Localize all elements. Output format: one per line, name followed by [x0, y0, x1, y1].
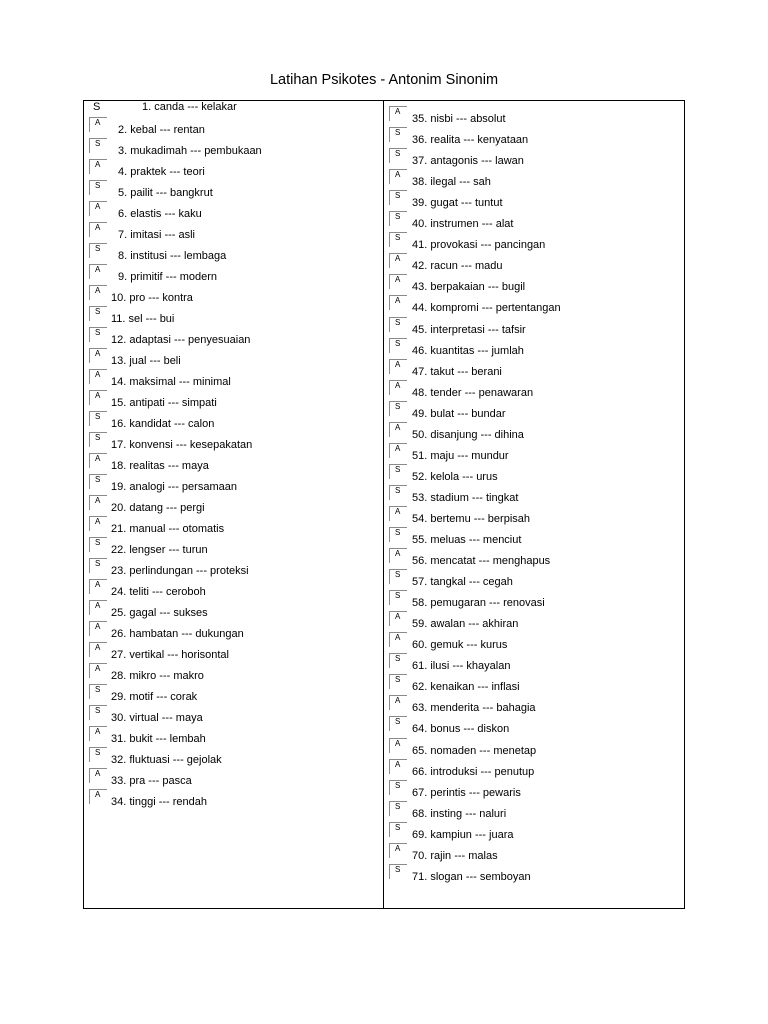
list-item	[389, 399, 679, 420]
list-item	[89, 640, 379, 661]
answer-box[interactable]: A	[389, 295, 407, 310]
answer-box[interactable]: A	[89, 348, 107, 363]
item-text: 64. bonus --- diskon	[412, 723, 510, 736]
list-item	[89, 472, 379, 493]
list-item	[89, 178, 379, 199]
item-text: 53. stadium --- tingkat	[412, 491, 519, 504]
answer-box[interactable]: A	[389, 548, 407, 563]
list-item	[389, 167, 679, 188]
item-text: 3. mukadimah --- pembukaan	[118, 145, 262, 157]
item-text: 69. kampiun --- juara	[412, 828, 514, 841]
list-item	[89, 619, 379, 640]
list-item	[89, 451, 379, 472]
list-item	[389, 841, 679, 862]
list-item	[89, 409, 379, 430]
answer-box[interactable]: A	[389, 611, 407, 626]
item-text: 12. adaptasi --- penyesuaian	[111, 334, 251, 346]
list-item	[389, 757, 679, 778]
answer-box[interactable]: S	[389, 401, 407, 416]
item-text: 31. bukit --- lembah	[111, 733, 206, 745]
answer-box[interactable]: A	[389, 380, 407, 395]
item-text: 5. pailit --- bangkrut	[118, 187, 213, 199]
item-text: 9. primitif --- modern	[118, 271, 218, 283]
item-text: 55. meluas --- menciut	[412, 534, 522, 546]
item-text: 39. gugat --- tuntut	[412, 197, 503, 210]
item-text: 46. kuantitas --- jumlah	[412, 344, 524, 357]
list-item	[389, 357, 679, 378]
answer-box[interactable]: S	[89, 411, 107, 426]
item-text: 7. imitasi --- asli	[118, 229, 196, 241]
list-item	[89, 661, 379, 682]
answer-box[interactable]: S	[89, 138, 107, 153]
answer-box[interactable]: A	[89, 369, 107, 384]
title-prefix: Latihan Psikotes -	[269, 72, 389, 88]
item-text: 15. antipati --- simpati	[111, 397, 217, 409]
item-text: 66. introduksi --- penutup	[412, 765, 535, 778]
list-item	[389, 799, 679, 820]
list-item	[389, 714, 679, 735]
item-text: 41. provokasi --- pancingan	[412, 239, 546, 252]
list-item	[89, 703, 379, 724]
item-text: 24. teliti --- ceroboh	[111, 586, 206, 598]
item-text: 48. tender --- penawaran	[412, 386, 534, 399]
list-item	[389, 736, 679, 757]
list-item	[389, 315, 679, 336]
item-text: 17. konvensi --- kesepakatan	[111, 439, 253, 451]
list-item	[389, 630, 679, 651]
list-item	[389, 693, 679, 714]
list-item	[89, 367, 379, 388]
item-text: 37. antagonis --- lawan	[412, 155, 524, 168]
item-text: 19. analogi --- persamaan	[111, 481, 237, 493]
list-item	[89, 283, 379, 304]
answer-box[interactable]: A	[389, 169, 407, 184]
list-item	[389, 588, 679, 609]
item-text: 16. kandidat --- calon	[111, 418, 215, 430]
list-item	[89, 220, 379, 241]
answer-box[interactable]: A	[89, 201, 107, 216]
item-text: 44. kompromi --- pertentangan	[412, 302, 561, 315]
answer-box[interactable]: A	[89, 390, 107, 405]
list-item	[89, 199, 379, 220]
answer-box[interactable]: A	[89, 159, 107, 174]
item-text: 43. berpakaian --- bugil	[412, 281, 526, 294]
answer-box[interactable]: A	[89, 495, 107, 510]
answer-box[interactable]: A	[89, 579, 107, 594]
answer-box[interactable]: S	[89, 432, 107, 447]
answer-box[interactable]: S	[389, 232, 407, 247]
answer-box[interactable]: S	[389, 864, 407, 879]
list-item	[389, 378, 679, 399]
item-text: 18. realitas --- maya	[111, 460, 209, 472]
list-item	[89, 766, 379, 787]
list-item	[89, 577, 379, 598]
answer-box[interactable]: A	[389, 506, 407, 521]
item-text: 49. bulat --- bundar	[412, 407, 506, 420]
answer-box[interactable]: A	[389, 422, 407, 437]
list-item	[89, 388, 379, 409]
item-text: 27. vertikal --- horisontal	[111, 649, 229, 661]
answer-box[interactable]: A	[89, 663, 107, 678]
item-text: 13. jual --- beli	[111, 355, 181, 367]
item-text: 11. sel --- bui	[111, 313, 175, 325]
answer-box[interactable]: S	[89, 180, 107, 195]
answer-box[interactable]: S	[389, 590, 407, 605]
answer-box[interactable]: A	[389, 843, 407, 858]
answer-box[interactable]: S	[389, 317, 407, 332]
answer-box[interactable]: A	[389, 274, 407, 289]
list-item	[89, 598, 379, 619]
item-text: 51. maju --- mundur	[412, 449, 509, 462]
item-text: 59. awalan --- akhiran	[412, 618, 519, 631]
column-divider	[383, 100, 384, 909]
list-item	[89, 787, 379, 808]
answer-box[interactable]: S	[389, 338, 407, 353]
list-item	[389, 820, 679, 841]
item-text: 32. fluktuasi --- gejolak	[111, 754, 222, 766]
list-item	[389, 778, 679, 799]
answer-box[interactable]: A	[89, 516, 107, 531]
item-text: 54. bertemu --- berpisah	[412, 512, 530, 525]
answer-box[interactable]: A	[389, 106, 407, 121]
item-text: 42. racun --- madu	[412, 260, 503, 273]
item-text: 8. institusi --- lembaga	[118, 250, 227, 262]
item-text: 6. elastis --- kaku	[118, 208, 202, 220]
item-text: 1. canda --- kelakar	[142, 101, 237, 113]
answer-box[interactable]: S	[389, 822, 407, 837]
list-item	[89, 346, 379, 367]
answer-box[interactable]: A	[89, 600, 107, 615]
list-item	[389, 272, 679, 293]
list-item	[89, 724, 379, 745]
answer-box[interactable]: S	[89, 327, 107, 342]
list-item	[89, 556, 379, 577]
list-item	[389, 104, 679, 125]
list-item	[389, 862, 679, 883]
answer-box[interactable]: A	[389, 253, 407, 268]
item-text: 22. lengser --- turun	[111, 544, 208, 556]
answer-box[interactable]: A	[89, 264, 107, 279]
answer-box[interactable]: S	[89, 243, 107, 258]
list-item	[389, 188, 679, 209]
list-item	[389, 336, 679, 357]
page-title	[0, 72, 768, 88]
answer-box[interactable]: S	[389, 674, 407, 689]
answer-box[interactable]: S	[389, 211, 407, 226]
answer-box[interactable]: S	[89, 558, 107, 573]
item-text: 58. pemugaran --- renovasi	[412, 597, 545, 610]
item-text: 14. maksimal --- minimal	[111, 376, 231, 388]
list-item	[389, 230, 679, 251]
list-item	[389, 441, 679, 462]
answer-box[interactable]: S	[389, 780, 407, 795]
answer-box[interactable]: A	[89, 726, 107, 741]
answer-box[interactable]: S	[389, 527, 407, 542]
item-text: 67. perintis --- pewaris	[412, 786, 521, 799]
list-item	[389, 420, 679, 441]
item-text: 21. manual --- otomatis	[111, 523, 225, 535]
item-text: 61. ilusi --- khayalan	[412, 660, 511, 673]
title-main: Antonim Sinonim	[388, 72, 499, 88]
list-item	[389, 293, 679, 314]
list-item	[389, 251, 679, 272]
list-item	[89, 157, 379, 178]
answer-box[interactable]: A	[389, 359, 407, 374]
list-item	[89, 745, 379, 766]
answer-box[interactable]: S	[89, 747, 107, 762]
item-text: 29. motif --- corak	[111, 691, 198, 703]
list-item	[389, 525, 679, 546]
answer-box[interactable]: S	[389, 148, 407, 163]
answer-box[interactable]: S	[389, 485, 407, 500]
item-text: 35. nisbi --- absolut	[412, 113, 506, 125]
item-text: 45. interpretasi --- tafsir	[412, 323, 526, 336]
list-item	[89, 682, 379, 703]
left-column	[89, 101, 379, 901]
answer-box[interactable]: A	[389, 632, 407, 647]
list-item	[389, 567, 679, 588]
answer-box[interactable]: S	[389, 464, 407, 479]
item-text: 28. mikro --- makro	[111, 670, 204, 682]
item-text: 40. instrumen --- alat	[412, 218, 514, 231]
list-item	[89, 136, 379, 157]
item-text: 10. pro --- kontra	[111, 292, 193, 304]
item-text: 30. virtual --- maya	[111, 712, 203, 724]
answer-box[interactable]: S	[89, 705, 107, 720]
answer-box[interactable]: S	[89, 474, 107, 489]
item-text: 52. kelola --- urus	[412, 470, 498, 483]
list-item	[89, 241, 379, 262]
list-item	[389, 483, 679, 504]
list-item	[89, 535, 379, 556]
list-item	[389, 672, 679, 693]
right-column	[389, 101, 679, 901]
answer-box[interactable]: A	[389, 759, 407, 774]
answer-box[interactable]: S	[389, 801, 407, 816]
list-item	[89, 262, 379, 283]
item-text: 68. insting --- naluri	[412, 807, 507, 820]
answer-box[interactable]: A	[389, 695, 407, 710]
item-text: 56. mencatat --- menghapus	[412, 555, 551, 568]
answer-box[interactable]: A	[89, 117, 107, 132]
item-text: 25. gagal --- sukses	[111, 607, 208, 619]
list-item	[89, 115, 379, 136]
list-item	[389, 462, 679, 483]
item-text: 62. kenaikan --- inflasi	[412, 681, 520, 694]
answer-box[interactable]: S	[89, 306, 107, 321]
item-text: 57. tangkal --- cegah	[412, 576, 513, 589]
list-item	[389, 209, 679, 230]
list-item	[389, 504, 679, 525]
answer-box[interactable]: S	[89, 684, 107, 699]
item-text: 34. tinggi --- rendah	[111, 796, 207, 808]
answer-box[interactable]: A	[89, 222, 107, 237]
answer-box[interactable]: A	[89, 621, 107, 636]
answer-box[interactable]: S	[389, 190, 407, 205]
list-item	[389, 146, 679, 167]
list-item	[89, 325, 379, 346]
item-text: 20. datang --- pergi	[111, 502, 205, 514]
answer-box[interactable]: A	[89, 642, 107, 657]
item-text: 2. kebal --- rentan	[118, 124, 205, 136]
answer-box[interactable]: S	[389, 569, 407, 584]
list-item	[89, 493, 379, 514]
list-item	[389, 546, 679, 567]
list-item	[89, 514, 379, 535]
item-text: 50. disanjung --- dihina	[412, 428, 524, 441]
item-text: 36. realita --- kenyataan	[412, 134, 529, 147]
item-text: 23. perlindungan --- proteksi	[111, 565, 249, 577]
list-item	[89, 304, 379, 325]
answer-box[interactable]: S	[89, 537, 107, 552]
item-text: 47. takut --- berani	[412, 365, 502, 378]
item-text: 60. gemuk --- kurus	[412, 639, 508, 652]
list-item	[89, 430, 379, 451]
answer-box[interactable]: A	[389, 443, 407, 458]
answer-box[interactable]: S	[389, 653, 407, 668]
list-item	[389, 651, 679, 672]
answer-box[interactable]: A	[89, 285, 107, 300]
list-item	[389, 609, 679, 630]
item-text: 70. rajin --- malas	[412, 849, 498, 862]
list-item	[389, 125, 679, 146]
item-text: 71. slogan --- semboyan	[412, 870, 531, 883]
answer-box[interactable]: A	[89, 453, 107, 468]
item-text: 4. praktek --- teori	[118, 166, 205, 178]
answer-box[interactable]: A	[89, 768, 107, 783]
item-text: 33. pra --- pasca	[111, 775, 192, 787]
answer-box[interactable]: S	[389, 716, 407, 731]
item-text: 38. ilegal --- sah	[412, 176, 491, 189]
item-text: 63. menderita --- bahagia	[412, 702, 536, 715]
item-text: 65. nomaden --- menetap	[412, 744, 537, 757]
answer-box[interactable]: A	[89, 789, 107, 804]
answer-mark: S	[93, 101, 101, 113]
item-text: 26. hambatan --- dukungan	[111, 628, 244, 640]
answer-box[interactable]: S	[389, 127, 407, 142]
answer-box[interactable]: A	[389, 738, 407, 753]
